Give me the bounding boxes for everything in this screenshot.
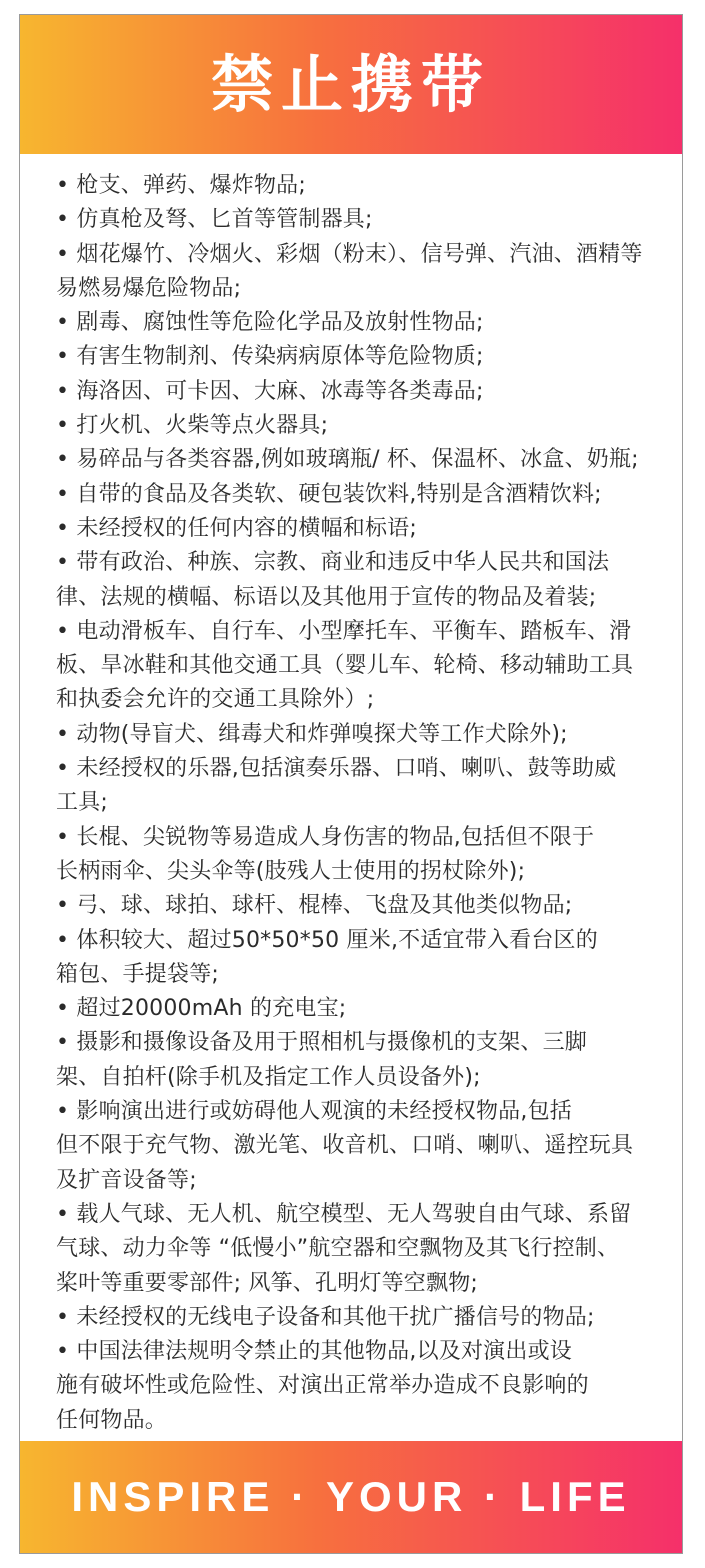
list-item: • 动物(导盲犬、缉毒犬和炸弹嗅探犬等工作犬除外); [56,721,568,747]
list-item: • 弓、球、球拍、球杆、棍棒、飞盘及其他类似物品; [56,893,573,919]
list-item: • 影响演出进行或妨碍他人观演的未经授权物品,包括 [56,1099,572,1125]
list-item: 律、法规的横幅、标语以及其他用于宣传的物品及着装; [56,584,597,610]
list-item: • 有害生物制剂、传染病病原体等危险物质; [56,344,484,370]
list-item: • 未经授权的乐器,包括演奏乐器、口哨、喇叭、鼓等助威 [56,756,617,782]
list-item: • 打火机、火柴等点火器具; [56,413,329,439]
list-item: • 未经授权的任何内容的横幅和标语; [56,515,417,541]
list-item: • 未经授权的无线电子设备和其他干扰广播信号的物品; [56,1304,595,1330]
header-banner [20,15,682,154]
list-item: • 摄影和摄像设备及用于照相机与摄像机的支架、三脚 [56,1030,587,1056]
list-item: • 仿真枪及弩、匕首等管制器具; [56,207,373,233]
list-item: 长柄雨伞、尖头伞等(肢残人士使用的拐杖除外); [56,858,526,884]
page-title: 禁止携带 [210,47,491,121]
list-item: • 载人气球、无人机、航空模型、无人驾驶自由气球、系留 [56,1201,632,1227]
footer-slogan: INSPIRE · YOUR · LIFE [71,1473,631,1520]
list-item: 工具; [56,790,109,816]
list-item: • 长棍、尖锐物等易造成人身伤害的物品,包括但不限于 [56,824,595,850]
list-item: • 电动滑板车、自行车、小型摩托车、平衡车、踏板车、滑 [56,618,632,644]
list-item: • 中国法律法规明令禁止的其他物品,以及对演出或设 [56,1339,572,1365]
poster-frame [19,14,683,1554]
list-item: 桨叶等重要零部件; 风筝、孔明灯等空飘物; [56,1270,479,1296]
list-item: 箱包、手提袋等; [56,961,220,987]
prohibited-items-list [20,154,682,1442]
list-item: • 超过20000mAh 的充电宝; [56,996,347,1022]
list-item: • 枪支、弹药、爆炸物品; [56,173,306,198]
list-item: • 易碎品与各类容器,例如玻璃瓶/ 杯、保温杯、冰盒、奶瓶; [56,447,639,473]
footer-banner [20,1441,682,1553]
list-item: 及扩音设备等; [56,1167,197,1193]
list-item: • 自带的食品及各类软、硬包装饮料,特别是含酒精饮料; [56,481,602,507]
list-item: 易燃易爆危险物品; [56,275,242,301]
list-item: 板、旱冰鞋和其他交通工具（婴儿车、轮椅、移动辅助工具 [56,653,634,679]
list-item: 和执委会允许的交通工具除外）; [56,687,375,713]
list-item: • 体积较大、超过50*50*50 厘米,不适宜带入看台区的 [56,927,598,953]
list-item: 任何物品。 [56,1407,168,1433]
list-item: 架、自拍杆(除手机及指定工作人员设备外); [56,1064,481,1090]
list-item: • 海洛因、可卡因、大麻、冰毒等各类毒品; [56,378,484,404]
list-item: • 烟花爆竹、冷烟火、彩烟（粉末）、信号弹、汽油、酒精等 [56,241,643,267]
list-item: 施有破坏性或危险性、对演出正常举办造成不良影响的 [56,1373,589,1399]
list-item: 但不限于充气物、激光笔、收音机、口哨、喇叭、遥控玩具 [56,1133,634,1159]
list-item: • 带有政治、种族、宗教、商业和违反中华人民共和国法 [56,550,610,576]
list-item: 气球、动力伞等 “低慢小”航空器和空飘物及其飞行控制、 [56,1236,620,1262]
list-item: • 剧毒、腐蚀性等危险化学品及放射性物品; [56,310,484,336]
